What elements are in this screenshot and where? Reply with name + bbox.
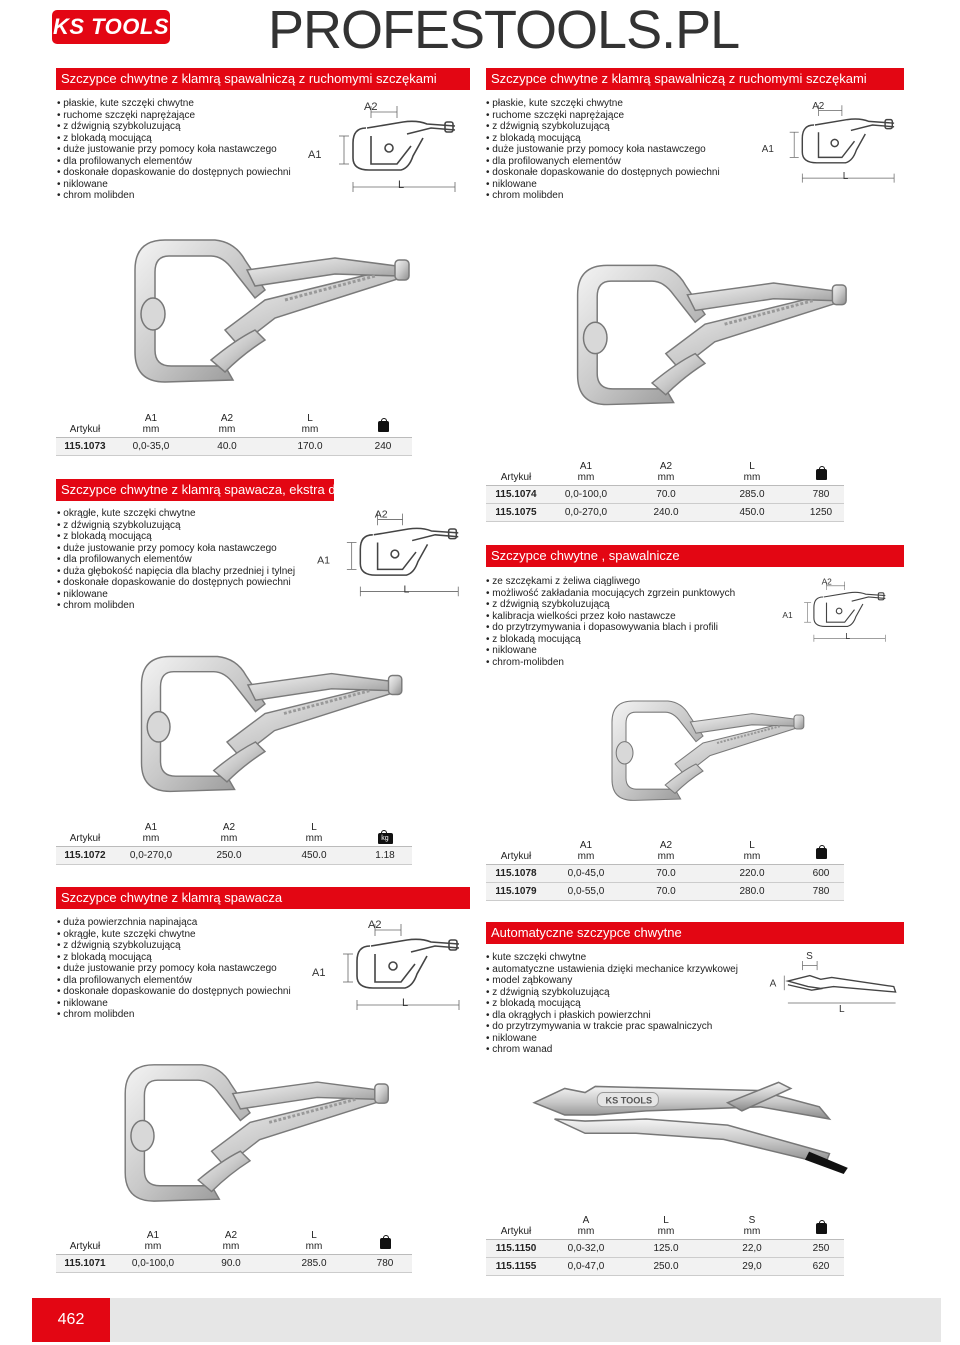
list-item: • duża głębokość napięcia dla blachy przedniej i tylnej <box>57 566 295 578</box>
list-item: • dla okrągłych i płaskich powierzchni <box>486 1010 738 1022</box>
list-item: • duże justowanie przy pomocy koła nastawczego <box>57 963 291 975</box>
list-item: • chrom-molibden <box>486 657 735 669</box>
page-number: 462 <box>32 1298 110 1342</box>
list-item: • doskonałe dopaskowanie do dostępnych powiechni <box>57 986 291 998</box>
list-item: • z blokadą mocującą <box>57 952 291 964</box>
col-header: Artykuł <box>486 838 546 865</box>
list-item: • doskonałe dopaskowanie do dostępnych powiechni <box>57 167 291 179</box>
dimension-diagram <box>762 576 912 646</box>
table-row: 115.1079 0,0-55,0 70.0 280.0 780 <box>486 883 844 901</box>
col-header: A2 mm <box>192 1228 270 1255</box>
col-header: Artykuł <box>486 1213 546 1240</box>
table-row: 115.1078 0,0-45,0 70.0 220.0 600 <box>486 865 844 883</box>
list-item: • doskonałe dopaskowanie do dostępnych powiechni <box>486 167 720 179</box>
section-3-title: Szczypce chwytne z klamrą spawacza, ekstra długie <box>56 479 334 501</box>
list-item: • model ząbkowany <box>486 975 738 987</box>
dimension-diagram <box>306 98 466 198</box>
spec-table <box>56 1228 412 1273</box>
col-header: Artykuł <box>56 820 114 847</box>
product-photo <box>100 628 430 818</box>
col-header: A1 mm <box>546 459 626 486</box>
col-header: A1 mm <box>114 1228 192 1255</box>
label-a2: A2 <box>364 101 378 113</box>
table-row: 115.1074 0,0-100,0 70.0 285.0 780 <box>486 486 844 504</box>
product-photo <box>540 236 870 432</box>
label-l: L <box>839 1004 845 1014</box>
list-item: • z blokadą mocującą <box>486 634 735 646</box>
list-item: • z dźwignią szybkoluzującą <box>57 940 291 952</box>
photo-logo: KS TOOLS <box>605 1095 653 1106</box>
list-item: • niklowane <box>57 179 291 191</box>
section-6-features <box>486 952 738 1056</box>
table-row: 115.1073 0,0-35,0 40.0 170.0 240 <box>56 438 412 456</box>
weight-icon <box>798 1213 844 1240</box>
spec-table <box>56 820 412 865</box>
label-a: A <box>769 978 777 990</box>
spec-table <box>56 411 412 456</box>
list-item: • niklowane <box>486 645 735 657</box>
col-header: L mm <box>626 1213 706 1240</box>
table-row: 115.1071 0,0-100,0 90.0 285.0 780 <box>56 1255 412 1273</box>
list-item: • z dźwignią szybkoluzującą <box>486 599 735 611</box>
table-row: 115.1072 0,0-270,0 250.0 450.0 1.18 <box>56 847 412 865</box>
weight-icon <box>354 411 412 438</box>
list-item: • z blokadą mocującą <box>57 531 295 543</box>
label-a2: A2 <box>368 919 382 931</box>
section-6-title: Automatyczne szczypce chwytne <box>486 922 904 944</box>
list-item: • z dźwignią szybkoluzującą <box>486 987 738 999</box>
col-header: S mm <box>706 1213 798 1240</box>
col-header: L mm <box>270 1228 358 1255</box>
label-a2: A2 <box>374 508 388 521</box>
col-header: L mm <box>266 411 354 438</box>
label-a1: A1 <box>308 149 322 161</box>
list-item: • kute szczęki chwytne <box>486 952 738 964</box>
label-l: L <box>842 171 849 182</box>
list-item: • duże justowanie przy pomocy koła nastawczego <box>57 543 295 555</box>
col-header: A1 mm <box>114 820 188 847</box>
col-header: L mm <box>270 820 358 847</box>
list-item: • duża powierzchnia napinająca <box>57 917 291 929</box>
list-item: • okrągłe, kute szczęki chwytne <box>57 508 295 520</box>
col-header: L mm <box>706 459 798 486</box>
list-item: • chrom wanad <box>486 1044 738 1056</box>
list-item: • niklowane <box>486 1033 738 1045</box>
product-photo <box>100 1036 400 1228</box>
col-header: A mm <box>546 1213 626 1240</box>
list-item: • dla profilowanych elementów <box>57 975 291 987</box>
list-item: • chrom molibden <box>57 1009 291 1021</box>
label-a1: A1 <box>761 144 774 155</box>
list-item: • możliwość zakładania mocujących zgrzein punktowych <box>486 588 735 600</box>
site-title: PROFESTOOLS.PL <box>268 0 740 60</box>
product-photo <box>528 680 878 820</box>
col-header: Artykuł <box>56 1228 114 1255</box>
section-4-features <box>486 576 735 668</box>
list-item: • chrom molibden <box>57 190 291 202</box>
label-l: L <box>398 179 405 191</box>
list-item: • do przytrzymywania w trakcie prac spawalniczych <box>486 1021 738 1033</box>
list-item: • duże justowanie przy pomocy koła nastawczego <box>486 144 720 156</box>
list-item: • doskonałe dopaskowanie do dostępnych powiechni <box>57 577 295 589</box>
table-row: 115.1075 0,0-270,0 240.0 450.0 1250 <box>486 504 844 522</box>
product-photo <box>520 1062 864 1174</box>
list-item: • do przytrzymywania i dopasowywania blach i profili <box>486 622 735 634</box>
weight-icon <box>798 459 844 486</box>
section-2-features <box>486 98 720 202</box>
list-item: • dla profilowanych elementów <box>57 554 295 566</box>
product-photo <box>110 210 420 410</box>
weight-icon <box>358 1228 412 1255</box>
list-item: • z blokadą mocującą <box>57 133 291 145</box>
dimension-diagram <box>312 506 472 602</box>
label-s: S <box>806 951 813 963</box>
list-item: • niklowane <box>57 589 295 601</box>
label-a2: A2 <box>812 100 825 112</box>
col-header: Artykuł <box>56 411 114 438</box>
col-header: A1 mm <box>114 411 188 438</box>
list-item: • dla profilowanych elementów <box>57 156 291 168</box>
list-item: • z dźwignią szybkoluzującą <box>486 121 720 133</box>
label-l: L <box>402 997 409 1009</box>
table-row: 115.1155 0,0-47,0 250.0 29,0 620 <box>486 1258 844 1276</box>
dimension-diagram <box>752 98 912 188</box>
ks-tools-logo: KS TOOLS <box>52 10 170 44</box>
label-l: L <box>403 583 410 596</box>
dimension-diagram <box>766 950 912 1014</box>
list-item: • duże justowanie przy pomocy koła nastawczego <box>57 144 291 156</box>
list-item: • niklowane <box>486 179 720 191</box>
section-4-title: Szczypce chwytne , spawalnicze <box>486 545 904 567</box>
list-item: • automatyczne ustawienia dzięki mechanice krzywkowej <box>486 964 738 976</box>
col-header: A2 mm <box>188 820 270 847</box>
table-row: 115.1150 0,0-32,0 125.0 22,0 250 <box>486 1240 844 1258</box>
col-header: A2 mm <box>626 459 706 486</box>
list-item: • niklowane <box>57 998 291 1010</box>
label-a1: A1 <box>782 610 793 620</box>
section-5-features <box>57 917 291 1021</box>
list-item: • ze szczękami z żeliwa ciągliwego <box>486 576 735 588</box>
list-item: • płaskie, kute szczęki chwytne <box>57 98 291 110</box>
dimension-diagram <box>310 916 470 1016</box>
list-item: • z dźwignią szybkoluzującą <box>57 520 295 532</box>
label-l: L <box>845 631 851 641</box>
list-item: • z blokadą mocującą <box>486 133 720 145</box>
spec-table <box>486 838 844 901</box>
list-item: • płaskie, kute szczęki chwytne <box>486 98 720 110</box>
list-item: • chrom molibden <box>57 600 295 612</box>
list-item: • kalibracja wielkości przez koło nastawcze <box>486 611 735 623</box>
list-item: • chrom molibden <box>486 190 720 202</box>
col-header: L mm <box>706 838 798 865</box>
col-header: A2 mm <box>188 411 266 438</box>
col-header: Artykuł <box>486 459 546 486</box>
list-item: • dla profilowanych elementów <box>486 156 720 168</box>
list-item: • ruchome szczęki naprężające <box>57 110 291 122</box>
weight-icon <box>798 838 844 865</box>
list-item: • z blokadą mocującą <box>486 998 738 1010</box>
section-3-features <box>57 508 295 612</box>
list-item: • ruchome szczęki naprężające <box>486 110 720 122</box>
list-item: • z dźwignią szybkoluzującą <box>57 121 291 133</box>
spec-table <box>486 1213 844 1276</box>
section-2-title: Szczypce chwytne z klamrą spawalniczą z ruchomymi szczękami <box>486 68 904 90</box>
col-header: A2 mm <box>626 838 706 865</box>
col-header: A1 mm <box>546 838 626 865</box>
section-5-title: Szczypce chwytne z klamrą spawacza <box>56 887 470 909</box>
list-item: • okrągłe, kute szczęki chwytne <box>57 929 291 941</box>
spec-table <box>486 459 844 522</box>
weight-icon: kg <box>358 820 412 847</box>
label-a1: A1 <box>312 967 326 979</box>
label-a2: A2 <box>821 576 832 587</box>
label-a1: A1 <box>317 554 331 567</box>
section-1-title: Szczypce chwytne z klamrą spawalniczą z ruchomymi szczękami <box>56 68 470 90</box>
section-1-features <box>57 98 291 202</box>
footer-bar <box>32 1298 941 1342</box>
